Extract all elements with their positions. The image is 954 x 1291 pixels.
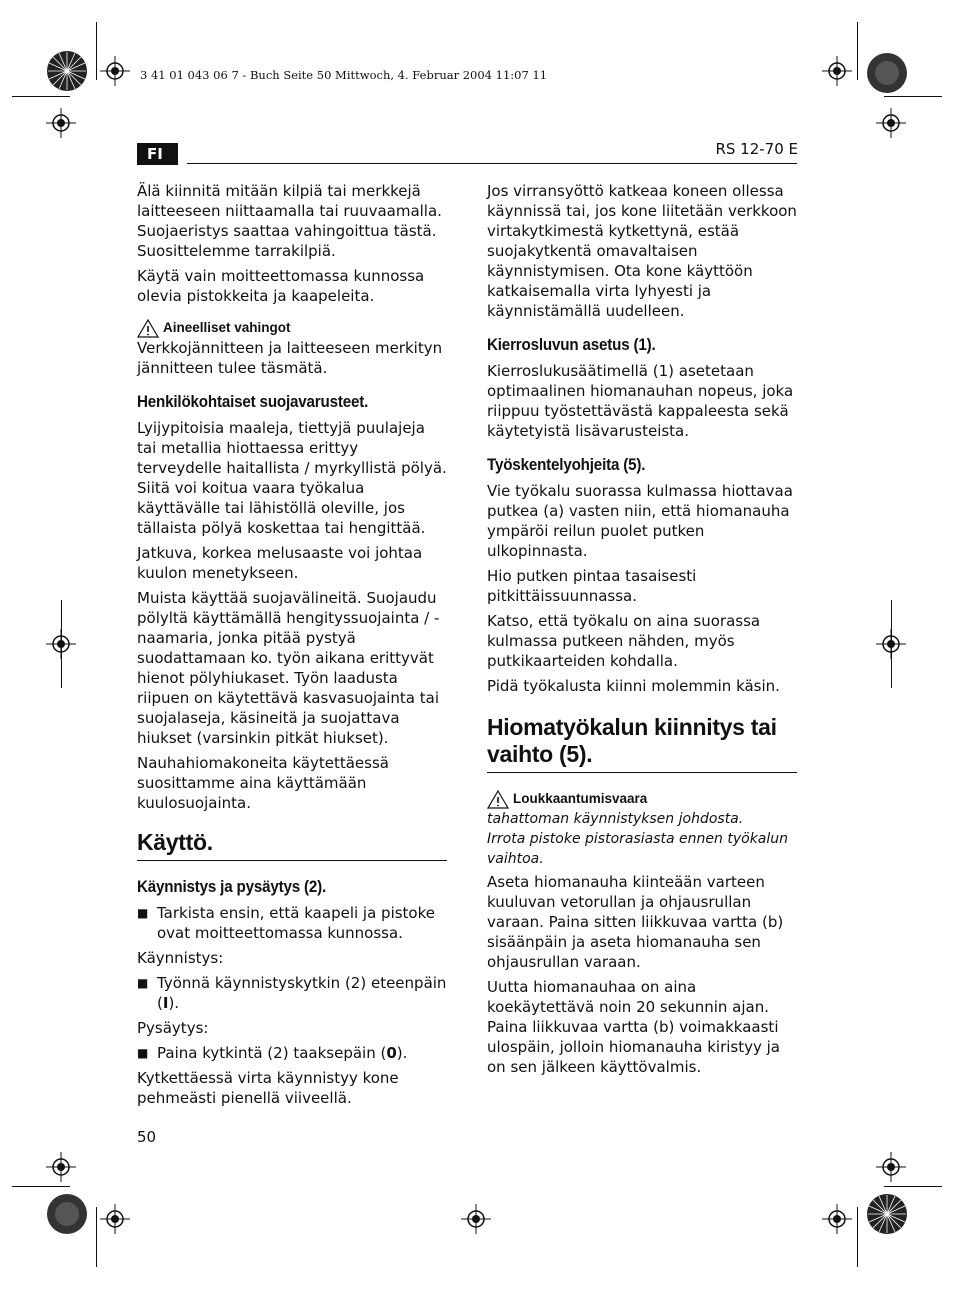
paragraph: Jos virransyöttö katkeaa koneen ollessa käynnissä tai, jos kone liitetään verkkoon virtakytkimestä kytkettynä, estää suojakytkentä omavaltaisen käynnistymisen. Ota kone käyttöön katkaisemalla virta lyhyesti ja käynnistämällä uudelleen.: [487, 182, 797, 320]
color-target-icon: [46, 50, 88, 92]
list-item-text: ).: [168, 994, 180, 1012]
list-item: [137, 973, 447, 1013]
registration-mark-icon: [46, 629, 76, 659]
header-rule: [187, 163, 797, 164]
registration-mark-icon: [100, 56, 130, 86]
registration-mark-icon: [46, 1152, 76, 1182]
chapter-heading: Käyttö.: [137, 829, 447, 861]
list-item: [137, 1043, 447, 1063]
bullet-icon: ■: [137, 976, 149, 990]
crop-line: [12, 96, 70, 97]
paragraph: Muista käyttää suojavälineitä. Suojaudu pölyltä käyttämällä hengityssuojainta / -naamaria, jonka pitää pystyä suodattamaan ko. työn aikana erittyvät hienot pölyhiukaset. Työn laadusta riipuen on käytettävä kasvasuojainta tai suojalaseja, käsineitä ja suojattava hiukset (varsinkin pitkät hiukset).: [137, 589, 440, 747]
paragraph: Lyijypitoisia maaleja, tiettyjä puulajeja tai metallia hiottaessa erittyy terveydelle haitallista / myrkyllistä pölyä. Siitä voi koitua vaara työkalua käyttävälle tai lähistöllä oleville, jos tällaista pölyä koskettaa tai hengittää.: [137, 419, 447, 537]
crop-line: [884, 1186, 942, 1187]
warning-title: Loukkaantumisvaara: [513, 791, 648, 806]
section-heading: Käynnistys ja pysäytys (2).: [137, 878, 327, 896]
left-column: [137, 181, 447, 1113]
registration-mark-icon: [46, 108, 76, 138]
paragraph: Uutta hiomanauhaa on aina koekäytettävä noin 20 sekunnin ajan. Paina liikkuvaa vartta (b) voimakkaasti ulospäin, jolloin hiomanauha kiristyy ja on sen jälkeen käyttövalmis.: [487, 978, 780, 1076]
crop-line: [96, 1207, 97, 1267]
registration-mark-icon: [876, 108, 906, 138]
paragraph: Aseta hiomanauha kiinteään varteen kuuluvan vetorullan ja ohjausrullan varaan. Paina sitten liikkuvaa vartta (b) sisäänpäin ja aseta hiomanauha sen ohjausrullan varaan.: [487, 873, 784, 971]
list-item-text: ).: [396, 1044, 408, 1062]
warning-title: Aineelliset vahingot: [163, 320, 291, 335]
warning-heading: [487, 789, 797, 809]
warning-text: Irrota pistoke pistorasiasta ennen työkalun vaihtoa.: [487, 831, 789, 867]
paragraph: Hio putken pintaa tasaisesti pitkittäissuunnassa.: [487, 567, 697, 605]
list-item-text: Työnnä käynnistyskytkin (2) eteenpäin (: [157, 974, 447, 1012]
registration-mark-icon: [876, 1152, 906, 1182]
warning-icon: [487, 790, 509, 809]
switch-symbol: 0: [386, 1044, 397, 1062]
bullet-icon: ■: [137, 906, 149, 920]
crop-line: [857, 22, 858, 80]
warning-heading: [137, 318, 447, 338]
paragraph: Verkkojännitteen ja laitteeseen merkityn jännitteen tulee täsmätä.: [137, 339, 443, 377]
chapter-heading: Hiomatyökalun kiinnitys tai vaihto (5).: [487, 714, 797, 773]
paragraph: Pidä työkalusta kiinni molemmin käsin.: [487, 677, 780, 695]
section-heading: Työskentelyohjeita (5).: [487, 456, 646, 474]
right-column: [487, 181, 797, 1082]
label: Pysäytys:: [137, 1019, 209, 1037]
list-item-text: Paina kytkintä (2) taaksepäin (: [157, 1044, 387, 1062]
crop-line: [12, 1186, 70, 1187]
warning-icon: [137, 319, 159, 338]
color-target-icon: [866, 1193, 908, 1235]
list-item-text: Tarkista ensin, että kaapeli ja pistoke ovat moitteettomassa kunnossa.: [157, 904, 435, 942]
crop-line: [884, 96, 942, 97]
paragraph: Älä kiinnitä mitään kilpiä tai merkkejä laitteeseen niittaamalla tai ruuvaamalla. Suojaeristys saattaa vahingoittua tästä. Suosittelemme tarrakilpiä.: [137, 182, 442, 260]
registration-mark-icon: [100, 1204, 130, 1234]
paragraph: Katso, että työkalu on aina suorassa kulmassa putkeen nähden, myös putkikaarteiden kohdalla.: [487, 612, 761, 670]
registration-mark-icon: [822, 1204, 852, 1234]
paragraph: Nauhahiomakoneita käytettäessä suosittamme aina käyttämään kuulosuojainta.: [137, 754, 389, 812]
section-heading: Henkilökohtaiset suojavarusteet.: [137, 393, 369, 411]
model-name: RS 12-70 E: [715, 140, 798, 158]
color-target-icon: [46, 1193, 88, 1235]
color-target-icon: [866, 52, 908, 94]
crop-line: [96, 22, 97, 80]
section-heading: Kierrosluvun asetus (1).: [487, 336, 656, 354]
print-info: 3 41 01 043 06 7 - Buch Seite 50 Mittwoch, 4. Februar 2004 11:07 11: [140, 68, 548, 82]
page-number: 50: [137, 1128, 157, 1146]
paragraph: Kierroslukusäätimellä (1) asetetaan optimaalinen hiomanauhan nopeus, joka riippuu työstettävästä kappaleesta sekä käytetyistä lisävarusteista.: [487, 362, 794, 440]
language-tag: FI: [137, 143, 178, 165]
list-item: [137, 903, 447, 943]
bullet-icon: ■: [137, 1046, 149, 1060]
crop-line: [857, 1207, 858, 1267]
paragraph: Jatkuva, korkea melusaaste voi johtaa kuulon menetykseen.: [137, 544, 423, 582]
registration-mark-icon: [822, 56, 852, 86]
paragraph: Vie työkalu suorassa kulmassa hiottavaa putkea (a) vasten niin, että hiomanauha ympäröi reilun puolet putken ulkopinnasta.: [487, 482, 793, 560]
switch-symbol: I: [162, 994, 169, 1012]
registration-mark-icon: [461, 1204, 491, 1234]
paragraph: Kytkettäessä virta käynnistyy kone pehmeästi pienellä viiveellä.: [137, 1069, 399, 1107]
warning-text: tahattoman käynnistyksen johdosta.: [487, 811, 744, 827]
paragraph: Käytä vain moitteettomassa kunnossa olevia pistokkeita ja kaapeleita.: [137, 267, 425, 305]
registration-mark-icon: [876, 629, 906, 659]
label: Käynnistys:: [137, 949, 224, 967]
